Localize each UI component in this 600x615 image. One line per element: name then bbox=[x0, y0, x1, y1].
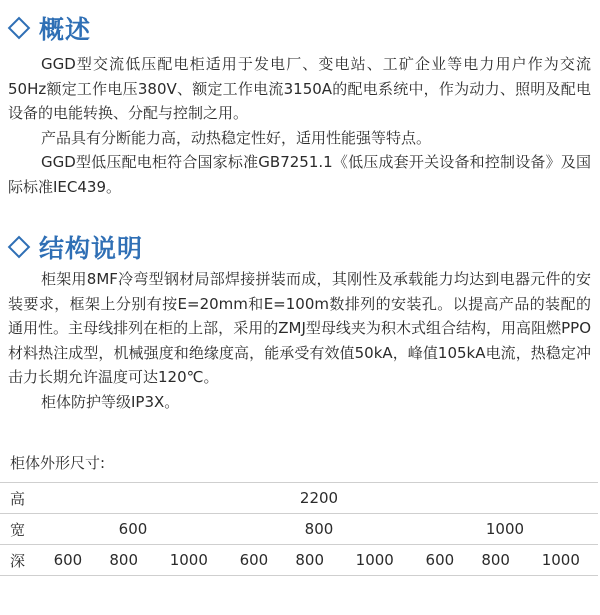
table-row-height bbox=[0, 483, 598, 514]
row-header-width: 宽 bbox=[0, 514, 40, 545]
depth-value: 1000 bbox=[152, 545, 226, 576]
depth-value: 800 bbox=[96, 545, 152, 576]
structure-title: 结构说明 bbox=[39, 234, 144, 263]
structure-paragraph-1: 柜架用8MF冷弯型钢材局部焊接拼装而成，其刚性及承载能力均达到电器元件的安装要求，框架上分别有按E=20mm和E=100m数排列的安装孔。以提高产品的装配的通用性。主母线排列在柜的上部，采用的ZMJ型母线夹为积木式组合结构，用高阻燃PPO材料热注成型，机械强度和绝缘度高，能承受有效值50kA，峰值105kA电流，热稳定冲击力长期允许温度可达120℃。 bbox=[8, 270, 591, 386]
overview-paragraph-1: GGD型交流低压配电柜适用于发电厂、变电站、工矿企业等电力用户作为交流50Hz额定工作电压380V、额定工作电流3150A的配电系统中，作为动力、照明及配电设备的电能转换、分配与控制之用。 bbox=[8, 55, 591, 122]
depth-value: 1000 bbox=[524, 545, 598, 576]
diamond-bullet-icon bbox=[8, 236, 31, 259]
depth-value: 600 bbox=[40, 545, 96, 576]
depth-value: 800 bbox=[282, 545, 338, 576]
table-row-depth bbox=[0, 545, 598, 576]
diamond-bullet-icon bbox=[8, 17, 31, 40]
depth-value: 600 bbox=[226, 545, 282, 576]
width-value: 600 bbox=[40, 514, 226, 545]
depth-value: 600 bbox=[412, 545, 468, 576]
width-value: 1000 bbox=[412, 514, 598, 545]
dimensions-table bbox=[0, 482, 598, 576]
overview-title: 概述 bbox=[39, 15, 92, 44]
structure-paragraph-2: 柜体防护等级IP3X。 bbox=[41, 392, 180, 411]
overview-section bbox=[0, 12, 600, 199]
overview-heading bbox=[0, 12, 600, 44]
depth-value: 1000 bbox=[338, 545, 412, 576]
overview-paragraph-3: GGD型低压配电柜符合国家标准GB7251.1《低压成套开关设备和控制设备》及国际标准IEC439。 bbox=[8, 153, 591, 196]
height-value: 2200 bbox=[40, 483, 598, 514]
depth-value: 800 bbox=[468, 545, 524, 576]
dimensions-label: 柜体外形尺寸: bbox=[10, 454, 106, 472]
row-header-depth: 深 bbox=[0, 545, 40, 576]
table-row-width bbox=[0, 514, 598, 545]
structure-heading bbox=[0, 231, 600, 263]
row-header-height: 高 bbox=[0, 483, 40, 514]
width-value: 800 bbox=[226, 514, 412, 545]
overview-paragraph-2: 产品具有分断能力高，动热稳定性好，适用性能强等特点。 bbox=[41, 128, 432, 147]
structure-section bbox=[0, 231, 600, 414]
